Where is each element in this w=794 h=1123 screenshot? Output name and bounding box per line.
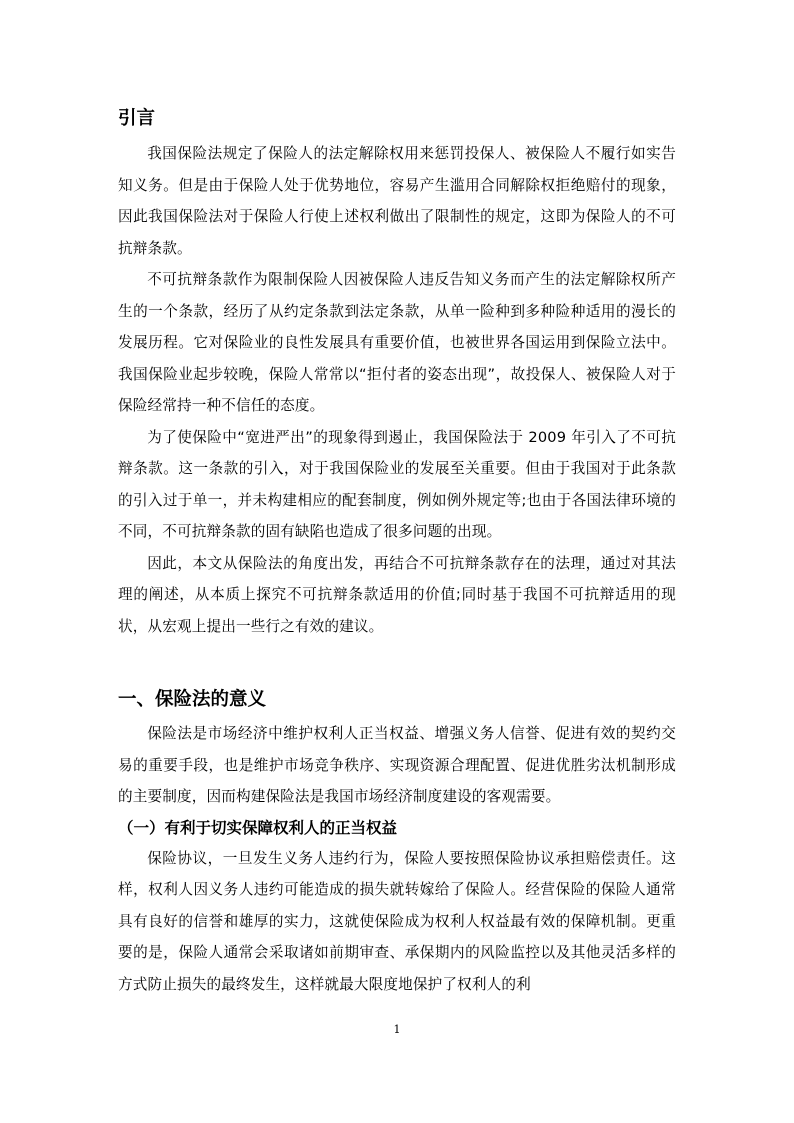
section1-body <box>118 718 676 1000</box>
intro-paragraph-2: 不可抗辩条款作为限制保险人因被保险人违反告知义务而产生的法定解除权所产生的一个条款，经历了从约定条款到法定条款，从单一险种到多种险种适用的漫长的发展历程。它对保险业的良性发展具有重要价值，也被世界各国运用到保险立法中。我国保险业起步较晚，保险人常常以“拒付者的姿态出现”，故投保人、被保险人对于保险经常持一种不信任的态度。 <box>118 271 676 414</box>
section1-paragraph: 保险法是市场经济中维护权利人正当权益、增强义务人信誉、促进有效的契约交易的重要手段，也是维护市场竞争秩序、实现资源合理配置、促进优胜劣汰机制形成的主要制度，因而构建保险法是我国市场经济制度建设的客观需要。 <box>118 725 676 805</box>
intro-paragraph-4: 因此，本文从保险法的角度出发，再结合不可抗辩条款存在的法理，通过对其法理的阐述，从本质上探究不可抗辩条款适用的价值;同时基于我国不可抗辩适用的现状，从宏观上提出一些行之有效的建议。 <box>118 554 676 635</box>
intro-body <box>118 138 676 642</box>
intro-paragraph-1: 我国保险法规定了保险人的法定解除权用来惩罚投保人、被保险人不履行如实告知义务。但是由于保险人处于优势地位，容易产生滥用合同解除权拒绝赔付的现象，因此我国保险法对于保险人行使上述权利做出了限制性的规定，这即为保险人的不可抗辩条款。 <box>118 145 676 257</box>
document-page <box>118 100 676 1000</box>
subsection1-paragraph: 保险协议，一旦发生义务人违约行为，保险人要按照保险协议承担赔偿责任。这样，权利人因义务人违约可能造成的损失就转嫁给了保险人。经营保险的保险人通常具有良好的信誉和雄厚的实力，这就使保险成为权利人权益最有效的保障机制。更重要的是，保险人通常会采取诸如前期审查、承保期内的风险监控以及其他灵活多样的方式防止损失的最终发生，这样就最大限度地保护了权利人的利 <box>118 849 676 993</box>
page-number: 1 <box>393 1023 401 1036</box>
intro-heading: 引言 <box>118 108 156 129</box>
section1-heading: 一、保险法的意义 <box>118 689 267 710</box>
intro-paragraph-3: 为了使保险中“宽进严出”的现象得到遏止，我国保险法于 2009 年引入了不可抗辩条款。这一条款的引入，对于我国保险业的发展至关重要。但由于我国对于此条款的引入过于单一，并未构建相应的配套制度，例如例外规定等;也由于各国法律环境的不同，不可抗辩条款的固有缺陷也造成了很多问题的出现。 <box>118 428 676 540</box>
subsection1-heading: （一）有利于切实保障权利人的正当权益 <box>118 818 398 837</box>
